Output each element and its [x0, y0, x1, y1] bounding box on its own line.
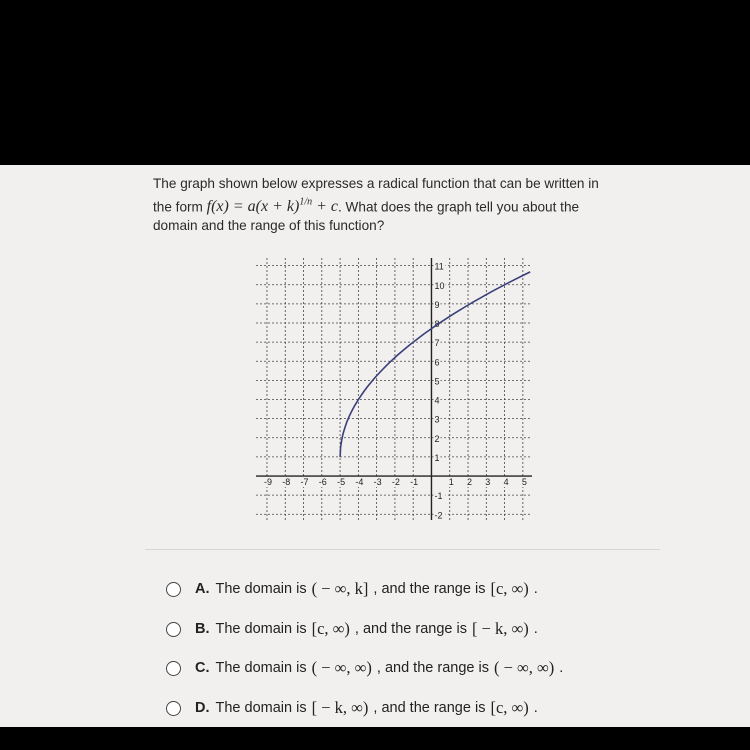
question-line-2-prefix: the form	[153, 199, 203, 215]
question-line-2	[153, 197, 579, 216]
formula	[207, 198, 338, 215]
y-tick-label: -1	[434, 491, 443, 502]
radio-button[interactable]	[166, 622, 181, 637]
domain-interval: [c, ∞)	[311, 619, 350, 638]
x-tick-label: 1	[448, 477, 454, 488]
option-text-range: , and the range is	[373, 700, 486, 716]
x-tick-label: -1	[410, 477, 419, 488]
option-period: .	[533, 621, 538, 637]
x-tick-label: -5	[337, 477, 346, 488]
radical-function-graph	[256, 250, 546, 528]
range-interval: ( − ∞, ∞)	[493, 658, 555, 677]
radio-button[interactable]	[166, 701, 181, 716]
formula-exponent: 1/n	[299, 197, 313, 208]
option-text-range: , and the range is	[376, 660, 489, 676]
option-letter: D.	[195, 700, 210, 716]
y-tick-label: 2	[434, 433, 440, 444]
option-period: .	[559, 660, 564, 676]
y-tick-label: 5	[434, 376, 440, 387]
y-tick-label: 10	[434, 280, 445, 291]
option-letter: A.	[195, 581, 210, 597]
domain-interval: ( − ∞, k]	[311, 579, 369, 598]
x-tick-label: -8	[282, 477, 291, 488]
answer-option-c[interactable]	[166, 657, 563, 679]
domain-interval: ( − ∞, ∞)	[311, 658, 372, 677]
option-letter: C.	[195, 660, 210, 676]
range-interval: [c, ∞)	[490, 579, 529, 598]
y-tick-label: 8	[434, 319, 440, 330]
option-period: .	[533, 700, 538, 716]
x-tick-label: -9	[263, 477, 272, 488]
answer-option-b[interactable]	[166, 618, 538, 640]
x-tick-label: -7	[300, 477, 309, 488]
answer-option-d[interactable]	[166, 697, 538, 719]
option-text-domain: The domain is	[215, 581, 307, 597]
x-tick-label: 2	[467, 477, 473, 488]
tick-labels	[263, 262, 528, 521]
option-text-domain: The domain is	[215, 621, 307, 637]
y-tick-label: 11	[434, 261, 444, 272]
bottom-bar	[0, 727, 750, 750]
option-text-range: , and the range is	[373, 581, 486, 597]
x-tick-label: -3	[373, 477, 382, 488]
option-letter: B.	[195, 621, 210, 637]
range-interval: [ − k, ∞)	[471, 619, 529, 638]
domain-interval: [ − k, ∞)	[311, 698, 369, 717]
radio-button[interactable]	[166, 661, 181, 676]
question-line-1: The graph shown below expresses a radical function that can be written in	[153, 176, 599, 191]
option-text-domain: The domain is	[215, 700, 307, 716]
y-tick-label: 6	[434, 357, 440, 368]
y-tick-label: 3	[434, 414, 440, 425]
separator	[145, 549, 660, 550]
x-tick-label: -4	[355, 477, 364, 488]
formula-tail: + c	[316, 198, 338, 216]
x-tick-label: 4	[503, 477, 509, 488]
question-line-3: domain and the range of this function?	[153, 218, 385, 233]
option-text-domain: The domain is	[215, 660, 307, 676]
radio-button[interactable]	[166, 582, 181, 597]
x-tick-label: -6	[318, 477, 327, 488]
x-tick-label: -2	[391, 477, 400, 488]
answer-option-a[interactable]	[166, 578, 538, 600]
x-tick-label: 3	[485, 477, 491, 488]
y-tick-label: -2	[434, 510, 443, 521]
y-tick-label: 1	[434, 452, 440, 463]
y-tick-label: 4	[434, 395, 440, 406]
option-period: .	[533, 581, 538, 597]
y-tick-label: 9	[434, 299, 440, 310]
y-tick-label: 7	[434, 338, 440, 349]
option-text-range: , and the range is	[354, 621, 467, 637]
formula-lhs: f(x) = a(x + k)	[206, 198, 300, 216]
x-tick-label: 5	[521, 477, 527, 488]
question-line-2-suffix: . What does the graph tell you about the	[338, 199, 580, 215]
range-interval: [c, ∞)	[490, 698, 529, 717]
